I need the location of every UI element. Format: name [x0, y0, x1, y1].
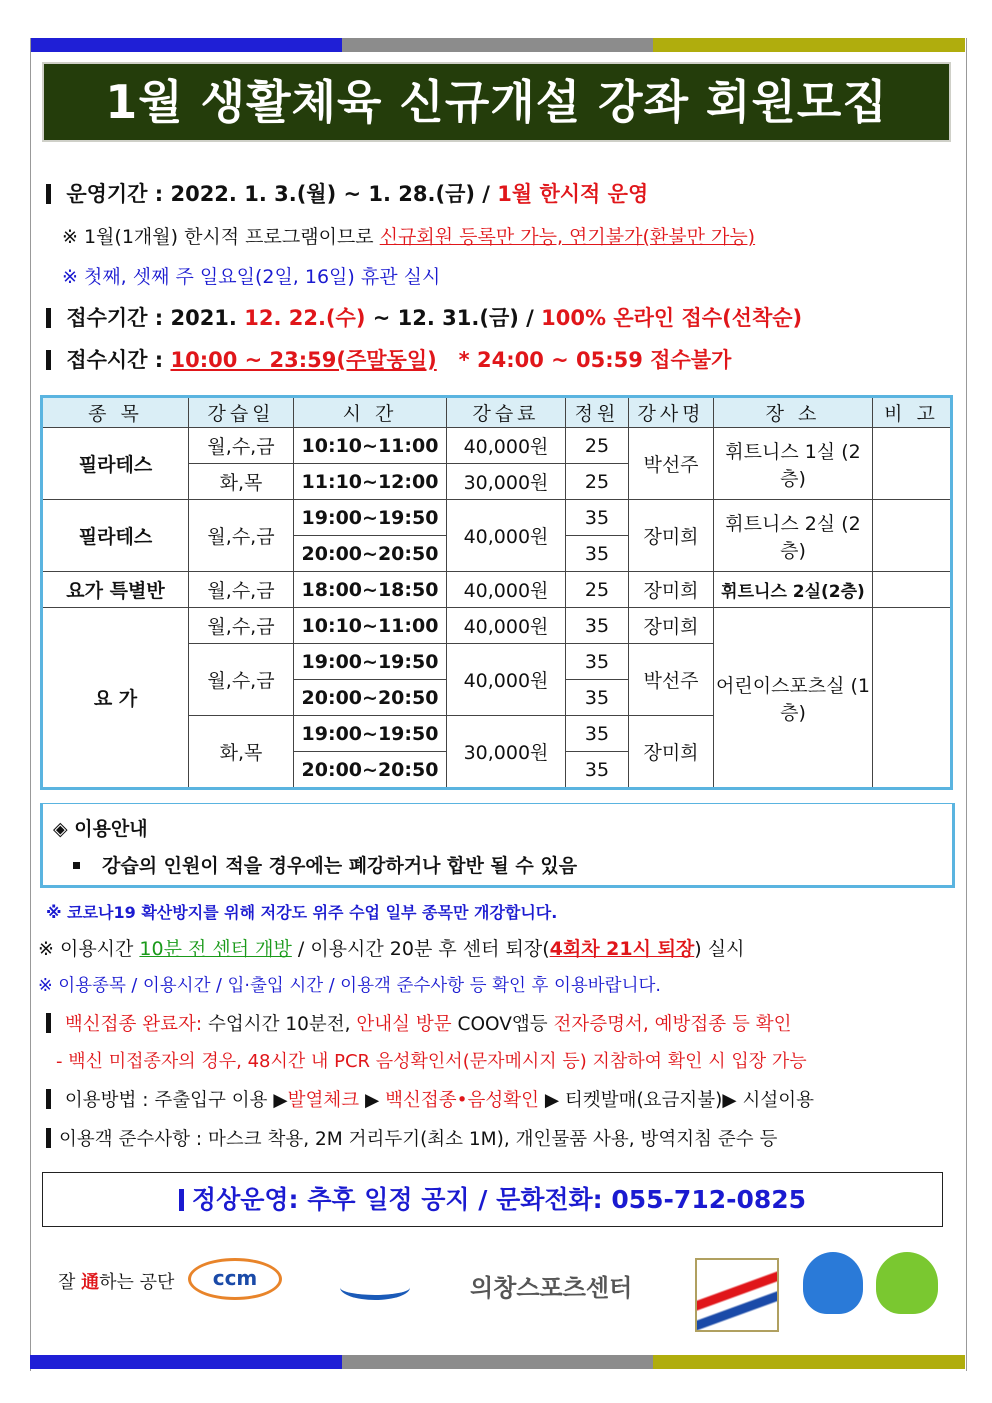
notice-title: ◈ 이용안내: [53, 818, 148, 840]
usage-method: 이용방법 : 주출입구 이용 ▶발열체크 ▶ 백신접종•음성확인 ▶ 티켓발매(요금지불)▶ 시설이용: [46, 1086, 814, 1112]
schedule-table: [40, 395, 953, 790]
mascot-blue-icon: [803, 1252, 863, 1314]
center-name: 의창스포츠센터: [470, 1274, 633, 1302]
ccm-logo: ccm: [188, 1258, 282, 1300]
swoosh-icon: [340, 1275, 410, 1300]
table-row: 요 가 월,수,금 10:10~11:00 40,000원 35 장미희 어린이스포츠실 (1층): [42, 608, 952, 644]
bullet-icon: [73, 862, 80, 869]
operation-period: 운영기간 : 2022. 1. 3.(월) ~ 1. 28.(금) / 1월 한시적 운영: [46, 178, 648, 208]
period-note-1: ※ 1월(1개월) 한시적 프로그램이므로 신규회원 등록만 가능, 연기불가(환불만 가능): [62, 226, 756, 248]
vaccine-line: 백신접종 완료자: 수업시간 10분전, 안내실 방문 COOV앱등 전자증명서, 예방접종 등 확인: [46, 1010, 792, 1036]
reception-period: 접수기간 : 2021. 12. 22.(수) ~ 12. 31.(금) / 100% 온라인 접수(선착순): [46, 302, 802, 332]
visitor-rules: 이용객 준수사항 : 마스크 착용, 2M 거리두기(최소 1M), 개인물품 사용, 방역지침 준수 등: [46, 1125, 777, 1151]
table-row: 화,목 19:00~19:50 30,000원 35 장미희: [42, 716, 952, 752]
certification-badge-icon: [695, 1258, 779, 1332]
page-title: 1월 생활체육 신규개설 강좌 회원모집: [42, 62, 951, 142]
reception-hours: 접수시간 : 10:00 ~ 23:59(주말동일) * 24:00 ~ 05:59 접수불가: [46, 344, 731, 374]
table-row: 요가 특별반 월,수,금 18:00~18:50 40,000원 25 장미희 휘트니스 2실(2층): [42, 572, 952, 608]
table-row: 필라테스 월,수,금 10:10~11:00 40,000원 25 박선주 휘트니스 1실 (2층): [42, 428, 952, 464]
covid-note-3: ※ 이용종목 / 이용시간 / 입·출입 시간 / 이용객 준수사항 등 확인 후 이용바랍니다.: [38, 976, 661, 996]
table-header: 종 목 강습일 시 간 강습료 정원 강사명 장 소 비 고: [42, 397, 952, 428]
table-row: 20:00~20:50 35: [42, 680, 952, 716]
bottom-stripe: [30, 1355, 965, 1369]
period-note-2: ※ 첫째, 셋째 주 일요일(2일, 16일) 휴관 실시: [62, 266, 441, 288]
table-row: 필라테스 월,수,금 19:00~19:50 40,000원 35 장미희 휘트니스 2실 (2층): [42, 500, 952, 536]
covid-note-2: ※ 이용시간 10분 전 센터 개방 / 이용시간 20분 후 센터 퇴장(4회차 21시 퇴장) 실시: [38, 938, 745, 960]
bar-icon: [179, 1189, 184, 1211]
table-row: 월,수,금 19:00~19:50 40,000원 35 박선주: [42, 644, 952, 680]
slogan-logo: 잘 通하는 공단: [58, 1272, 175, 1293]
table-row: 화,목 11:10~12:00 30,000원 25: [42, 464, 952, 500]
table-row: 20:00~20:50 35: [42, 752, 952, 789]
usage-notice: [40, 803, 955, 888]
table-row: 20:00~20:50 35: [42, 536, 952, 572]
mascot-green-icon: [876, 1252, 938, 1314]
notice-item: 강습의 인원이 적을 경우에는 폐강하거나 합반 될 수 있음: [73, 851, 577, 878]
contact-box: 정상운영: 추후 일정 공지 / 문화전화: 055-712-0825: [42, 1172, 943, 1227]
unvaccinated-line: - 백신 미접종자의 경우, 48시간 내 PCR 음성확인서(문자메시지 등) 지참하여 확인 시 입장 가능: [56, 1051, 807, 1072]
covid-note-1: ※ 코로나19 확산방지를 위해 저강도 위주 수업 일부 종목만 개강합니다.: [46, 903, 558, 922]
